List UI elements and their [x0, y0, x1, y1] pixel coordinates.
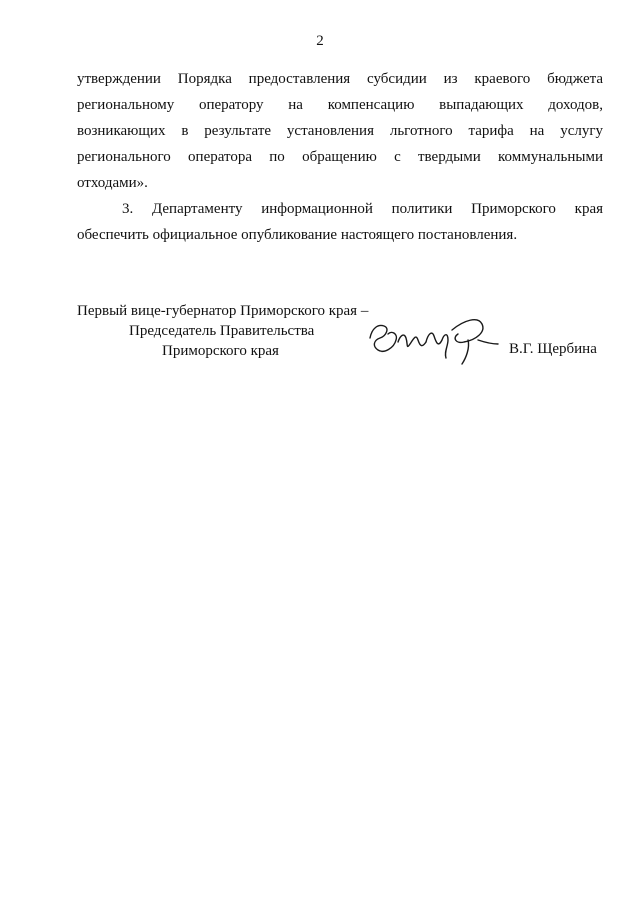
text-line: региональному оператору на компенсацию выпадающих доходов,	[77, 97, 603, 113]
position-line: Приморского края	[162, 343, 279, 359]
text-line: отходами».	[77, 175, 148, 191]
paragraph-item-3	[77, 196, 603, 248]
text-line: возникающих в результате установления льготного тарифа на услугу	[77, 123, 603, 139]
text-line: 3. Департаменту информационной политики Приморского края	[122, 201, 603, 217]
text-line: утверждении Порядка предоставления субсидии из краевого бюджета	[77, 71, 603, 87]
page-number: 2	[316, 33, 324, 49]
signer-name: В.Г. Щербина	[509, 341, 597, 357]
position-line: Председатель Правительства	[129, 323, 315, 339]
text-line: обеспечить официальное опубликование настоящего постановления.	[77, 227, 518, 243]
position-line: Первый вице-губернатор Приморского края –	[77, 303, 369, 319]
signer-position	[77, 301, 368, 361]
text-line: регионального оператора по обращению с твердыми коммунальными	[77, 149, 603, 165]
paragraph-continuation	[77, 66, 603, 196]
handwritten-signature	[360, 300, 500, 370]
